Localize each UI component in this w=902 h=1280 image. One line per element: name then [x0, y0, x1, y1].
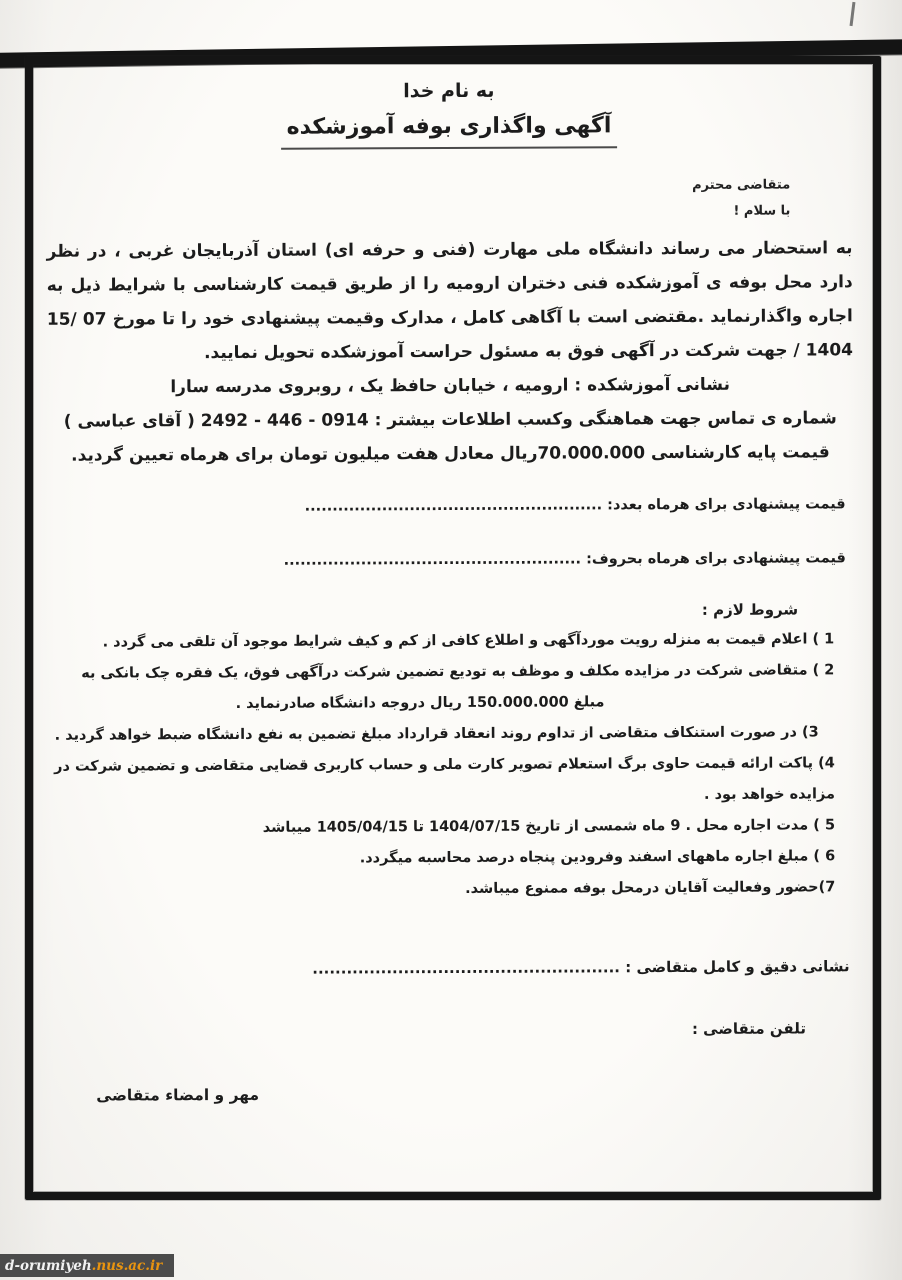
applicant-address-dotted-line: ...................................................... — [312, 958, 621, 978]
offer-price-numeric-field — [48, 496, 854, 516]
document-title — [46, 112, 852, 151]
watermark-domain-text: .nus.ac.ir — [91, 1257, 163, 1274]
offer-price-words-label: قیمت پیشنهادی برای هرماه بحروف: — [586, 550, 846, 568]
offer-price-words-dotted-line: ...................................................... — [283, 551, 582, 569]
applicant-phone-field: تلفن متقاضی : — [691, 1019, 806, 1038]
condition-item-2: 2 ) متقاضی شرکت در مزایده مکلف و موظف به تودیع تضمین شرکت درآگهی فوق، یک فقره چک بانکی به مبلغ ⁦150.000.000⁩ ریال دروجه دانشگاه صادرنماید . — [81, 662, 835, 712]
conditions-heading: شروط لازم : — [701, 600, 799, 619]
base-price-line: قیمت پایه کارشناسی ⁦70.000.000⁩ریال معادل هفت میلیون تومان برای هرماه تعیین گردید. — [71, 442, 830, 466]
condition-item-5: 5 ) مدت اجاره محل . 9 ماه شمسی از تاریخ ⁦1404/07/15⁩ تا ⁦1405/04/15⁩ میباشد — [262, 817, 836, 836]
contact-phone-line: شماره ی تماس جهت هماهنگی وکسب اطلاعات بیشتر : ⁦2492 - 446 - 0914⁩ ( آقای عباسی ) — [63, 408, 837, 432]
condition-item-7: 7)حضور وفعالیت آقایان درمحل بوفه ممنوع میباشد. — [465, 879, 836, 897]
stamp-signature-label: مهر و امضاء متقاضی — [96, 1085, 260, 1105]
condition-item-6: 6 ) مبلغ اجاره ماههای اسفند وفرودین پنجاه درصد محاسبه میگردد. — [359, 848, 836, 867]
applicant-address-field — [50, 957, 856, 979]
document-title-text: آگهی واگذاری بوفه آموزشکده — [281, 113, 618, 149]
conditions-list — [48, 624, 855, 907]
document-content — [46, 60, 857, 1105]
greeting-line-applicant: متقاضی محترم — [692, 177, 791, 193]
offer-price-numeric-label: قیمت پیشنهادی برای هرماه بعدد: — [607, 496, 846, 514]
watermark-host-text: d-orumiyeh — [5, 1257, 92, 1274]
offer-price-words-field — [48, 550, 854, 570]
greeting-block — [46, 177, 852, 222]
scan-artifact-mark — [850, 2, 856, 26]
school-address-line: نشانی آموزشکده : ارومیه ، خیابان حافظ یک ، روبروی مدرسه سارا — [170, 374, 730, 398]
bismillah-heading: به نام خدا — [403, 79, 495, 103]
greeting-line-salam: با سلام ! — [733, 203, 791, 219]
site-watermark — [0, 1254, 174, 1277]
applicant-address-label: نشانی دقیق و کامل متقاضی : — [625, 957, 850, 977]
offer-price-numeric-dotted-line: ...................................................... — [304, 497, 603, 515]
condition-item-1: 1 ) اعلام قیمت به منزله رویت موردآگهی و اطلاع کافی از کم و کیف شرایط موجود آن تلقی می گردد . — [102, 631, 835, 651]
condition-item-3: 3) در صورت استنکاف متقاضی از تداوم روند انعقاد قرارداد مبلغ تضمین به نفع دانشگاه ضبط خواهد گردید . — [54, 724, 819, 744]
condition-item-4: 4) پاکت ارائه قیمت حاوی برگ استعلام تصویر کارت ملی و حساب کاربری قضایی متقاضی و تضمین شرکت در مزایده خواهد بود . — [54, 755, 835, 803]
announcement-paragraph: به استحضار می رساند دانشگاه ملی مهارت (فنی و حرفه ای) استان آذربایجان غربی ، در نظر دارد محل بوفه ی آموزشکده فنی دختران ارومیه را از طریق قیمت کارشناسی با شرایط ذیل به اجاره واگذارنماید .مقتضی است با آگاهی کامل ، مدارک وقیمت پیشنهادی خود را تا مورخ ⁦15/ 07 / 1404⁩ جهت شرکت در آگهی فوق به مسئول حراست آموزشکده تحویل نمایید. — [46, 238, 854, 364]
